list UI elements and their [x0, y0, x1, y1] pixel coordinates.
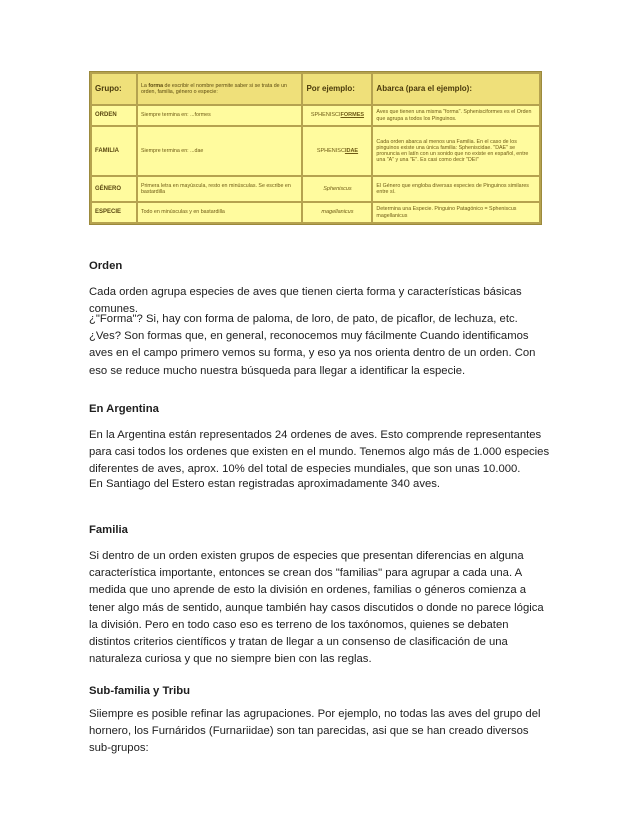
table-header-row — [92, 74, 539, 104]
paragraph-argentina-1: En la Argentina están representados 24 ordenes de aves. Esto comprende representantes para casi todos los ordenes que existen en el mundo. Tenemos algo más de 1.000 especies diferentes de aves, aprox. 10% del total de especies mundiales, que son unas 10.000. — [89, 429, 550, 476]
paragraph-orden-2: ¿"Forma"? Si, hay con forma de paloma, de loro, de pato, de picaflor, de lechuza, etc. ¿Ves? Son formas que, en general, reconocemos muy fácilmente Cuando identificamos aves en el campo primero vemos su forma, y eso ya nos orienta dentro de un orden. Con eso se reduce mucho nuestra búsqueda para llegar a identificar la especie. — [89, 313, 536, 377]
heading-familia: Familia — [89, 524, 128, 536]
paragraph-argentina-2: En Santiago del Estero estan registradas aproximadamente 340 aves. — [89, 478, 441, 490]
paragraph-subfamilia-1: Siiempre es posible refinar las agrupaciones. Por ejemplo, no todas las aves del grupo del hornero, los Furnáridos (Furnariidae) son tan parecidas, asi que se han creado diversos sub-grupos: — [89, 708, 541, 755]
table-row: ORDEN Siempre termina en: ...formes SPHENISCIFORMES Aves que tienen una misma "forma". Sphenisciformes es el Orden que agrupa a todos los Pinguinos. — [92, 106, 539, 125]
header-ejemplo: Por ejemplo: — [303, 74, 371, 104]
table-row: GÉNERO Primera letra en mayúscula, resto en minúsculas. Se escribe en bastardilla Spheniscus El Género que engloba diversas especies de Pinguinos similares entre sí. — [92, 177, 539, 201]
table-row: ESPECIE Todo en minúsculas y en bastardilla magellanicus Determina una Especie. Pinguino Patagónico = Spheniscus magellanicus — [92, 203, 539, 222]
header-description: La forma de escribir el nombre permite saber si se trata de un orden, familia, género o especie: — [138, 74, 302, 104]
paragraph-orden-1: Cada orden agrupa especies de aves que tienen cierta forma y características básicas comunes. — [89, 286, 522, 316]
header-grupo: Grupo: — [92, 74, 136, 104]
taxonomy-table — [89, 71, 542, 225]
paragraph-familia-1: Si dentro de un orden existen grupos de especies que presentan diferencias en alguna característica importante, entonces se crean dos "familias" para agrupar a cada una. A medida que uno aprende de esto la división en ordenes, familias o géneros comienza a tener algo más de sentido, aunque también hay casos discutidos o donde no parece lógica la división. Pero en todo caso eso es terreno de los taxónomos, quienes se debaten distintos criterios científicos y tratan de llegar a un consenso de clasificación de una naturaleza curiosa y que no siempre bien con las reglas. — [89, 550, 544, 666]
heading-argentina: En Argentina — [89, 403, 159, 415]
heading-orden: Orden — [89, 260, 123, 272]
header-abarca: Abarca (para el ejemplo): — [373, 74, 539, 104]
heading-subfamilia: Sub-familia y Tribu — [89, 685, 191, 697]
table-row: FAMILIA Siempre termina en: ...dae SPHENISCIDAE Cada orden abarca al menos una Familia. En el caso de los pinguinos existe una única familia: Spheniscidae. "DAE" se pronuncia en latín con un sonido que no existe en español, entre una "A" y una "E". Es casi como decir "DEI" — [92, 127, 539, 175]
